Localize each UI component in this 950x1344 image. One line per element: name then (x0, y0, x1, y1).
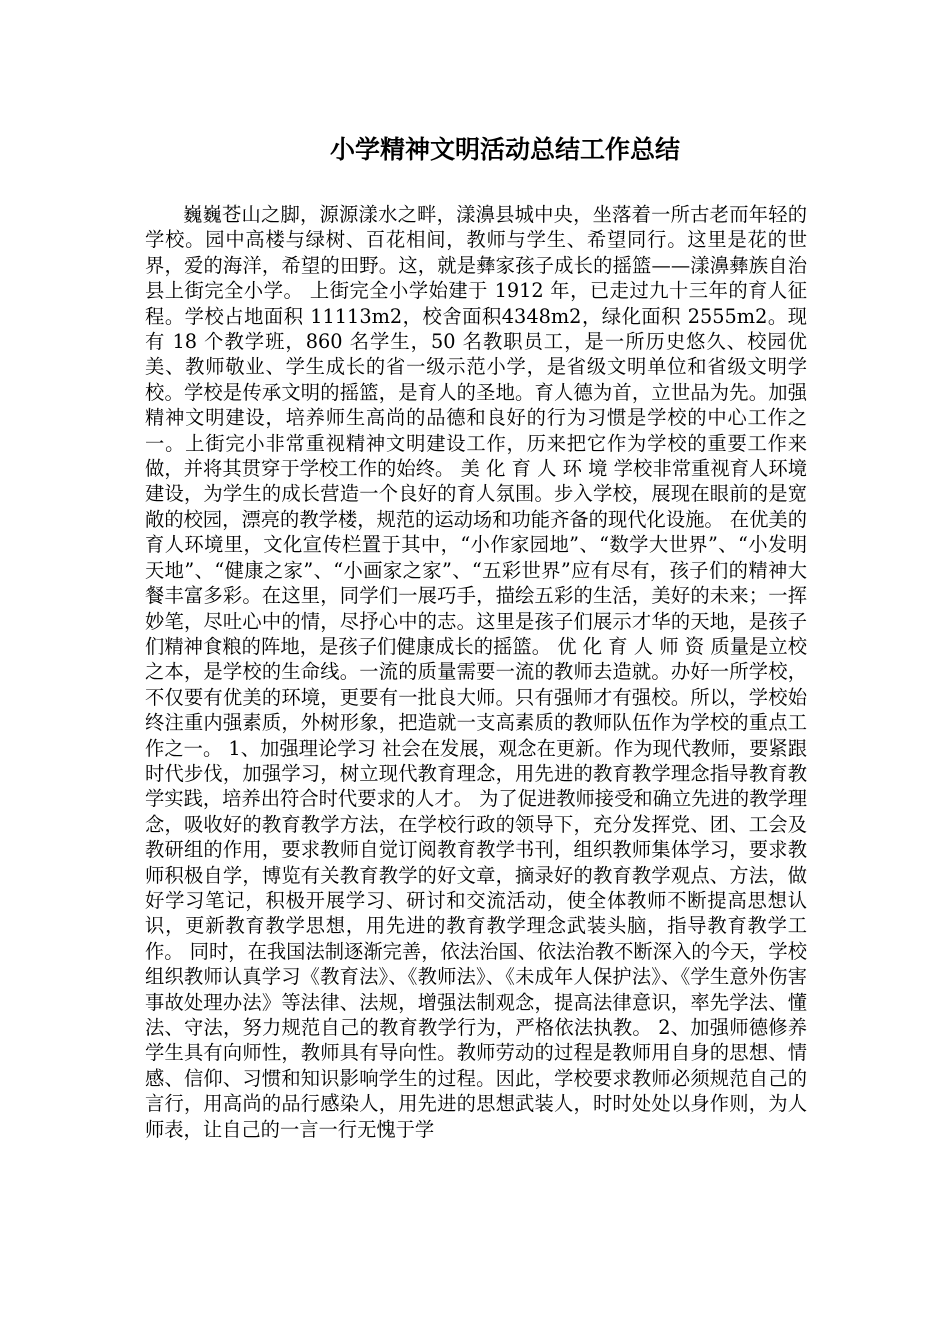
document-title: 小学精神文明活动总结工作总结 (329, 135, 680, 164)
document-body-paragraph: 巍巍苍山之脚，源源漾水之畔，漾濞县城中央，坐落着一所古老而年轻的学校。园中高楼与绿树、百花相间，教师与学生、希望同行。这里是花的世界，爱的海洋，希望的田野。这，就是彝家孩子成长的摇篮——漾濞彝族自治县上街完全小学。 上街完全小学始建于 1912 年，已走过九十三年的育人征程。学校占地面积 11113m2，校舍面积4348m2，绿化面积 2555m2。现有 18 个教学班，860 名学生，50 名教职员工，是一所历史悠久、校园优美、教师敬业、学生成长的省一级示范小学，是省级文明单位和省级文明学校。学校是传承文明的摇篮，是育人的圣地。育人德为首，立世品为先。加强精神文明建设，培养师生高尚的品德和良好的行为习惯是学校的中心工作之一。上街完小非常重视精神文明建设工作，历来把它作为学校的重要工作来做，并将其贯穿于学校工作的始终。 美 化 育 人 环 境 学校非常重视育人环境建设，为学生的成长营造一个良好的育人氛围。步入学校，展现在眼前的是宽敞的校园，漂亮的教学楼，规范的运动场和功能齐备的现代化设施。 在优美的育人环境里，文化宣传栏置于其中，“小作家园地”、“数学大世界”、“小发明天地”、“健康之家”、“小画家之家”、“五彩世界”应有尽有，孩子们的精神大餐丰富多彩。在这里，同学们一展巧手，描绘五彩的生活，美好的未来；一挥妙笔，尽吐心中的情，尽抒心中的志。这里是孩子们展示才华的天地，是孩子们精神食粮的阵地，是孩子们健康成长的摇篮。 优 化 育 人 师 资 质量是立校之本，是学校的生命线。一流的质量需要一流的教师去造就。办好一所学校，不仅要有优美的环境，更要有一批良大师。只有强师才有强校。所以，学校始终注重内强素质，外树形象，把造就一支高素质的教师队伍作为学校的重点工作之一。 1、加强理论学习 社会在发展，观念在更新。作为现代教师，要紧跟时代步伐，加强学习，树立现代教育理念，用先进的教育教学理念指导教育教学实践，培养出符合时代要求的人才。 为了促进教师接受和确立先进的教学理念，吸收好的教育教学方法，在学校行政的领导下，充分发挥党、团、工会及教研组的作用，要求教师自觉订阅教育教学书刊，组织教师集体学习，要求教师积极自学，博览有关教育教学的好文章，摘录好的教育教学观点、方法，做好学习笔记，积极开展学习、研讨和交流活动，使全体教师不断提高思想认识，更新教育教学思想，用先进的教育教学理念武装头脑，指导教育教学工作。 同时，在我国法制逐渐完善，依法治国、依法治教不断深入的今天，学校组织教师认真学习《教育法》、《教师法》、《未成年人保护法》、《学生意外伤害事故处理办法》等法律、法规，增强法制观念，提高法律意识，率先学法、懂法、守法，努力规范自己的教育教学行为，严格依法执教。 2、加强师德修养 学生具有向师性，教师具有导向性。教师劳动的过程是教师用自身的思想、情感、信仰、习惯和知识影响学生的过程。因此，学校要求教师必须规范自己的言行，用高尚的品行感染人，用先进的思想武装人，时时处处以身作则，为人师表，让自己的一言一行无愧于学 (145, 203, 807, 1141)
